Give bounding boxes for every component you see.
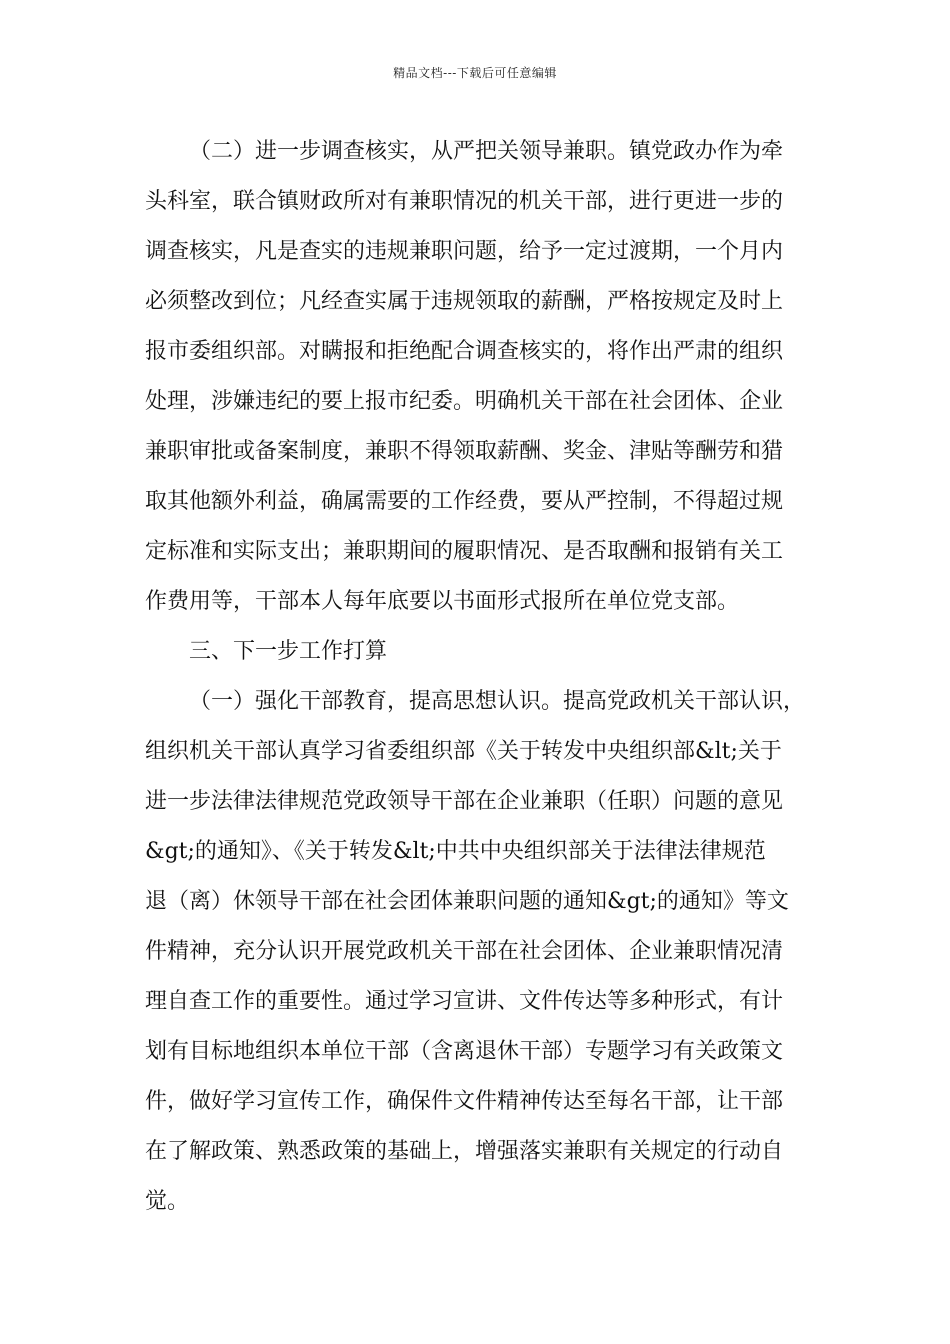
paragraph-one-education bbox=[145, 677, 825, 1227]
paragraph-line: 必须整改到位；凡经查实属于违规领取的薪酬，严格按规定及时上 bbox=[145, 289, 784, 314]
document-body bbox=[145, 127, 825, 1227]
paragraph-line: 理自查工作的重要性。通过学习宣讲、文件传达等多种形式，有计 bbox=[145, 989, 784, 1014]
paragraph-line: 报市委组织部。对瞒报和拒绝配合调查核实的，将作出严肃的组织 bbox=[145, 339, 784, 364]
paragraph-line: 退（离）休领导干部在社会团体兼职问题的通知&gt;的通知》等文 bbox=[145, 889, 789, 914]
paragraph-line: 头科室，联合镇财政所对有兼职情况的机关干部，进行更进一步的 bbox=[145, 189, 784, 214]
paragraph-line: 调查核实，凡是查实的违规兼职问题，给予一定过渡期，一个月内 bbox=[145, 239, 784, 264]
paragraph-line: 兼职审批或备案制度，兼职不得领取薪酬、奖金、津贴等酬劳和猎 bbox=[145, 439, 784, 464]
paragraph-line: 件，做好学习宣传工作，确保件文件精神传达至每名干部，让干部 bbox=[145, 1089, 784, 1114]
paragraph-line: &gt;的通知》、《关于转发&lt;中共中央组织部关于法律法律规范 bbox=[145, 839, 766, 864]
paragraph-line: 组织机关干部认真学习省委组织部《关于转发中央组织部&lt;关于 bbox=[145, 739, 782, 764]
paragraph-line: 划有目标地组织本单位干部（含离退休干部）专题学习有关政策文 bbox=[145, 1039, 784, 1064]
page-header: 精品文档---下载后可任意编辑 bbox=[393, 66, 557, 80]
paragraph-line: （一）强化干部教育，提高思想认识。提高党政机关干部认识， bbox=[189, 689, 806, 714]
paragraph-line: 定标准和实际支出；兼职期间的履职情况、是否取酬和报销有关工 bbox=[145, 539, 784, 564]
paragraph-line: 觉。 bbox=[145, 1189, 190, 1214]
paragraph-line: 件精神，充分认识开展党政机关干部在社会团体、企业兼职情况清 bbox=[145, 939, 784, 964]
paragraph-two-verification bbox=[145, 127, 825, 627]
section-heading: 三、下一步工作打算 bbox=[189, 639, 388, 664]
paragraph-line: 处理，涉嫌违纪的要上报市纪委。明确机关干部在社会团体、企业 bbox=[145, 389, 784, 414]
paragraph-line: 在了解政策、熟悉政策的基础上，增强落实兼职有关规定的行动自 bbox=[145, 1139, 784, 1164]
paragraph-line: 取其他额外利益，确属需要的工作经费，要从严控制，不得超过规 bbox=[145, 489, 784, 514]
paragraph-line: （二）进一步调查核实，从严把关领导兼职。镇党政办作为牵 bbox=[189, 139, 784, 164]
paragraph-line: 进一步法律法律规范党政领导干部在企业兼职（任职）问题的意见 bbox=[145, 789, 784, 814]
section-heading-next-steps bbox=[145, 627, 825, 677]
paragraph-line: 作费用等，干部本人每年底要以书面形式报所在单位党支部。 bbox=[145, 589, 740, 614]
